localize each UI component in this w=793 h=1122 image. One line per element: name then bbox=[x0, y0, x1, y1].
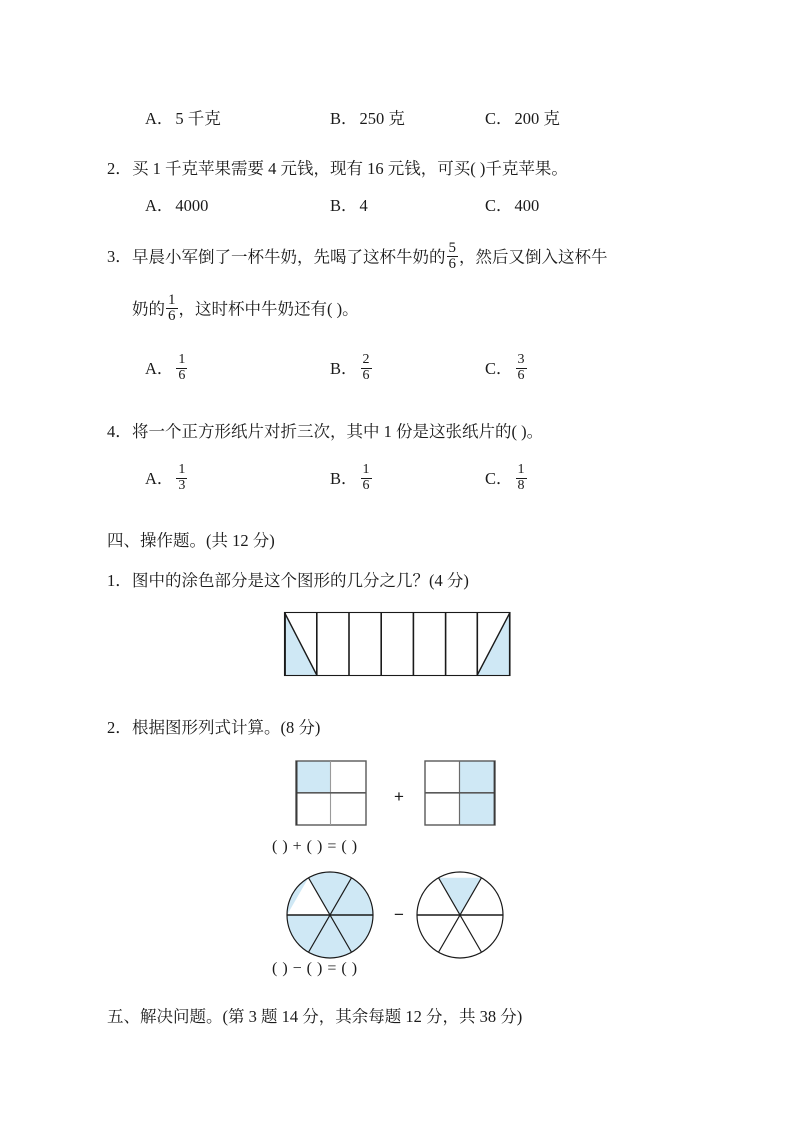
q3-option-c-fraction bbox=[516, 353, 527, 383]
q1-option-a[interactable] bbox=[145, 105, 221, 129]
q2-number: 2． bbox=[107, 159, 132, 178]
minus-operator-circles: − bbox=[394, 905, 404, 924]
q1-option-a-text: 5 千克 bbox=[175, 109, 221, 128]
q2-option-a[interactable] bbox=[145, 192, 208, 216]
q1-option-a-label: A． bbox=[145, 109, 174, 128]
q4-option-a[interactable] bbox=[145, 462, 188, 495]
section4-item1-number: 1． bbox=[107, 571, 132, 590]
q3-fraction1-numerator: 5 bbox=[448, 239, 456, 256]
q4-option-c[interactable] bbox=[485, 462, 528, 495]
q4-stem: 将一个正方形纸片对折三次，其中 1 份是这张纸片的( )。 bbox=[132, 422, 544, 441]
q3-option-a-label: A． bbox=[145, 359, 174, 378]
q3-option-a[interactable] bbox=[145, 352, 188, 385]
q3-option-a-numerator: 1 bbox=[178, 352, 186, 368]
q4-option-c-fraction bbox=[516, 463, 527, 493]
section4-item1-text: 图中的涂色部分是这个图形的几分之几？(4 分) bbox=[132, 571, 469, 590]
q2-option-a-label: A． bbox=[145, 196, 174, 215]
q2-option-b[interactable] bbox=[330, 192, 368, 216]
q4-option-b-fraction bbox=[361, 463, 372, 493]
section4-item2-text: 根据图形列式计算。(8 分) bbox=[132, 718, 321, 737]
striped-rectangle-figure bbox=[283, 611, 512, 677]
q3-stem-line1 bbox=[132, 239, 608, 275]
q3-option-a-denominator: 6 bbox=[178, 367, 186, 383]
q1-option-b-label: B． bbox=[330, 109, 358, 128]
q3-option-c-numerator: 3 bbox=[517, 352, 525, 368]
q3-fraction1-denominator: 6 bbox=[448, 256, 456, 273]
q1-option-c[interactable] bbox=[485, 105, 560, 129]
q4-option-a-label: A． bbox=[145, 469, 174, 488]
q3-fraction2-numerator: 1 bbox=[168, 291, 176, 308]
q3-option-b-denominator: 6 bbox=[362, 367, 370, 383]
squares-answer-line[interactable]: ( ) + ( ) = ( ) bbox=[272, 838, 358, 855]
q3-option-c-label: C． bbox=[485, 359, 513, 378]
q4-option-a-fraction bbox=[176, 463, 187, 493]
q2-option-a-text: 4000 bbox=[175, 196, 209, 215]
q3-number: 3． bbox=[107, 247, 132, 266]
q4-number: 4． bbox=[107, 422, 132, 441]
q4-option-b[interactable] bbox=[330, 462, 373, 495]
q3-stem-part4: ，这时杯中牛奶还有( )。 bbox=[178, 299, 359, 319]
circle-figure-left bbox=[285, 870, 375, 960]
q3-stem-part2: ，然后又倒入这杯牛 bbox=[459, 247, 608, 267]
q2-stem: 买 1 千克苹果需要 4 元钱，现有 16 元钱，可买( )千克苹果。 bbox=[132, 159, 568, 178]
q4-option-c-denominator: 8 bbox=[517, 477, 525, 493]
q4-option-b-numerator: 1 bbox=[362, 462, 370, 478]
section4-item2-number: 2． bbox=[107, 718, 132, 737]
q3-stem-part3: 奶的 bbox=[132, 299, 165, 319]
q2-option-c[interactable] bbox=[485, 192, 539, 216]
q3-option-c-denominator: 6 bbox=[517, 367, 525, 383]
q2-option-c-label: C． bbox=[485, 196, 513, 215]
circles-answer-line[interactable]: ( ) − ( ) = ( ) bbox=[272, 960, 358, 977]
q4-option-b-label: B． bbox=[330, 469, 358, 488]
q3-fraction-five-sixths bbox=[447, 241, 459, 273]
q1-option-b[interactable] bbox=[330, 105, 405, 129]
q2-option-b-label: B． bbox=[330, 196, 358, 215]
q3-stem-part1: 早晨小军倒了一杯牛奶，先喝了这杯牛奶的 bbox=[132, 247, 446, 267]
q4-option-c-label: C． bbox=[485, 469, 513, 488]
q2-option-c-text: 400 bbox=[514, 196, 540, 215]
q3-option-a-fraction bbox=[176, 353, 187, 383]
q4-option-a-numerator: 1 bbox=[178, 462, 186, 478]
q3-option-c[interactable] bbox=[485, 352, 528, 385]
q4-option-c-numerator: 1 bbox=[517, 462, 525, 478]
q3-option-b[interactable] bbox=[330, 352, 373, 385]
q1-option-b-text: 250 克 bbox=[359, 109, 405, 128]
square-figure-right bbox=[424, 760, 496, 826]
q4-option-b-denominator: 6 bbox=[362, 477, 370, 493]
section-5-heading: 五、解决问题。(第 3 题 14 分，其余每题 12 分，共 38 分) bbox=[107, 1007, 523, 1026]
q3-option-b-numerator: 2 bbox=[362, 352, 370, 368]
q1-option-c-text: 200 克 bbox=[514, 109, 560, 128]
q3-fraction-one-sixth bbox=[166, 293, 178, 325]
q3-option-b-label: B． bbox=[330, 359, 358, 378]
q3-fraction2-denominator: 6 bbox=[168, 308, 176, 325]
q4-option-a-denominator: 3 bbox=[178, 477, 186, 493]
section-4-heading: 四、操作题。(共 12 分) bbox=[107, 531, 275, 550]
plus-operator-squares: + bbox=[394, 787, 404, 806]
q3-stem-line2 bbox=[132, 291, 359, 327]
q3-option-b-fraction bbox=[361, 353, 372, 383]
q1-option-c-label: C． bbox=[485, 109, 513, 128]
square-figure-left bbox=[295, 760, 367, 826]
circle-figure-right bbox=[415, 870, 505, 960]
q2-option-b-text: 4 bbox=[359, 196, 368, 215]
